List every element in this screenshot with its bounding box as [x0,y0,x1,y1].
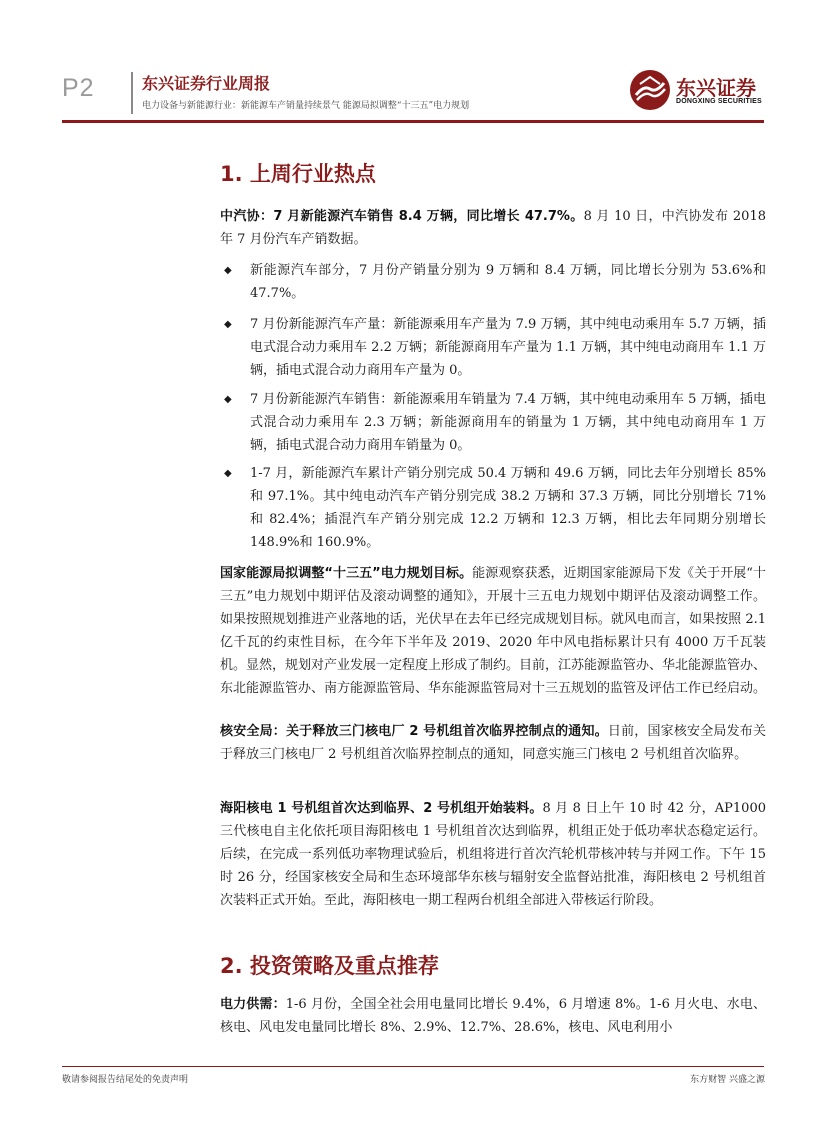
paragraph-caam-text: 8 月 10 日，中汽协发布 2018 年 7 月份汽车产销数据。 [220,209,766,247]
footer-rule [62,1066,764,1067]
paragraph-haiyang [220,797,766,912]
disclaimer-note: 敬请参阅报告结尾处的免责声明 [62,1075,189,1085]
company-logo [628,68,768,112]
bullet-text: 7 月份新能源汽车销售：新能源乘用车销量为 7.4 万辆，其中纯电动乘用车 5 万辆，插电式混合动力乘用车 2.3 万辆；新能源商用车的销量为 1 万辆，其中纯电动商用车 1 万辆，插电式混合动力商用车销量为 0。 [250,392,766,453]
bullet-text: 7 月份新能源汽车产量：新能源乘用车产量为 7.9 万辆，其中纯电动乘用车 5.7 万辆，插电式混合动力乘用车 2.2 万辆；新能源商用车产量为 1.1 万辆，其中纯电动商用车 1.1 万辆，插电式混合动力商用车产量为 0。 [250,317,766,378]
bullet-diamond-icon: ◆ [224,468,232,479]
bullet-text: 1-7 月，新能源汽车累计产销分别完成 50.4 万辆和 49.6 万辆，同比去年分别增长 85%和 97.1%。其中纯电动汽车产销分别完成 38.2 万辆和 37.3 万辆，同比分别增长 71%和 82.4%；插混汽车产销分别完成 12.2 万辆和 12.3 万辆，相比去年同期分别增长 148.9%和 160.9%。 [250,466,766,550]
paragraph-caam-lead: 中汽协：7 月新能源汽车销售 8.4 万辆，同比增长 47.7%。 [220,209,584,224]
section-heading-2: 2. 投资策略及重点推荐 [220,954,439,978]
bullet-diamond-icon: ◆ [224,319,232,330]
bullet-diamond-icon: ◆ [224,394,232,405]
paragraph-nea-text: 能源观察获悉，近期国家能源局下发《关于开展“十三五”电力规划中期评估及滚动调整的通知》，开展十三五电力规划中期评估及滚动调整工作。如果按照规划推进产业落地的话，光伏早在去年已经完成规划目标。就风电而言，如果按照 2.1 亿千瓦的约束性目标，在今年下半年及 2019、2020 年中风电指标累计只有 4000 万千瓦装机。显然，规划对产业发展一定程度上形成了制约。目前，江苏能源监管办、华北能源监管办、东北能源监管办、南方能源监管局、华东能源监管局对十三五规划的监管及评估工作已经启动。 [220,566,767,696]
logo-name-cn: 东兴证券 [676,76,756,100]
paragraph-power-supply [220,993,766,1039]
paragraph-haiyang-lead: 海阳核电 1 号机组首次达到临界、2 号机组开始装料。 [220,801,543,816]
paragraph-power-supply-text: 1-6 月份，全国全社会用电量同比增长 9.4%，6 月增速 8%。1-6 月火电、水电、核电、风电发电量同比增长 8%、2.9%、12.7%、28.6%，核电、风电利用小 [220,997,766,1035]
paragraph-nea-lead: 国家能源局拟调整“十三五”电力规划目标。 [220,566,473,581]
dongxing-logo-icon [628,68,672,112]
paragraph-caam [220,205,766,251]
header-rule [62,120,764,123]
header-divider [131,72,133,114]
page-number: P2 [62,74,95,102]
paragraph-nnsa-text: 日前，国家核安全局发布关于释放三门核电厂 2 号机组首次临界控制点的通知，同意实施三门核电 2 号机组首次临界。 [220,724,766,762]
paragraph-haiyang-text: 8 月 8 日上午 10 时 42 分，AP1000 三代核电自主化依托项目海阳核电 1 号机组首次达到临界，机组正处于低功率状态稳定运行。后续，在完成一系列低功率物理试验后，机组将进行首次汽轮机带核冲转与并网工作。下午 15 时 26 分，经国家核安全局和生态环境部华东核与辐射安全监督站批准，海阳核电 2 号机组首次装料正式开始。至此，海阳核电一期工程两台机组全部进入带核运行阶段。 [220,801,766,908]
bullet-text: 新能源汽车部分，7 月份产销量分别为 9 万辆和 8.4 万辆，同比增长分别为 53.6%和 47.7%。 [250,263,766,301]
section-heading-1: 1. 上周行业热点 [220,162,376,186]
paragraph-power-supply-lead: 电力供需： [220,997,286,1012]
paragraph-nnsa [220,720,766,766]
paragraph-nnsa-lead: 核安全局：关于释放三门核电厂 2 号机组首次临界控制点的通知。 [220,724,608,739]
paragraph-nea [220,562,766,700]
report-subtitle: 电力设备与新能源行业：新能源车产销量持续景气 能源局拟调整“十三五”电力规划 [142,101,470,111]
report-title: 东兴证券行业周报 [142,74,271,93]
footer-slogan: 东方财智 兴盛之源 [690,1075,765,1085]
bullet-diamond-icon: ◆ [224,265,232,276]
logo-name-en: DONGXING SECURITIES [676,98,762,105]
